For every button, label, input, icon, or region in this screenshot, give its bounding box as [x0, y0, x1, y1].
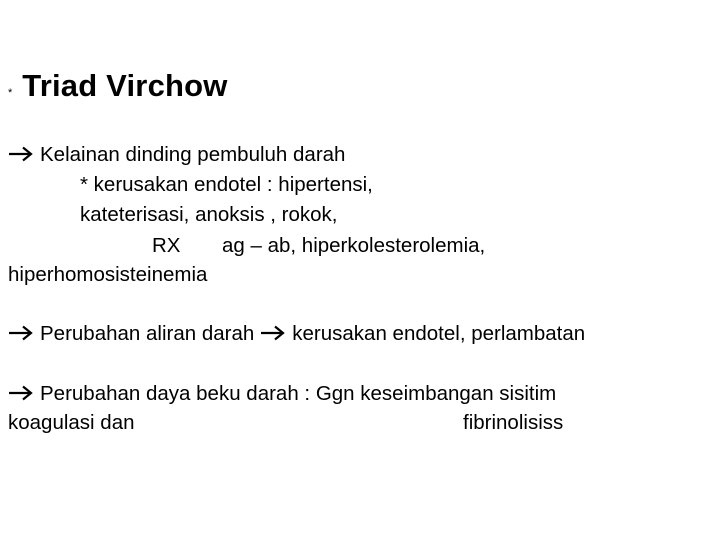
item1-line4b: ag – ab, hiperkolesterolemia,	[222, 234, 486, 257]
title-text: Triad Virchow	[22, 68, 228, 103]
item3-line2a: koagulasi dan	[8, 411, 135, 434]
item2-part2: kerusakan endotel, perlambatan	[292, 322, 586, 345]
item1-line5: hiperhomosisteinemia	[8, 263, 208, 286]
item1-line3: kateterisasi, anoksis , rokok,	[80, 203, 338, 226]
item1-line2: * kerusakan endotel : hipertensi,	[80, 173, 373, 196]
item3-line1	[8, 384, 556, 405]
item3-line1-text: Perubahan daya beku darah : Ggn keseimbangan sisitim	[40, 382, 557, 405]
slide-title	[8, 68, 228, 104]
right-arrow-icon	[260, 324, 286, 342]
right-arrow-icon	[8, 384, 34, 402]
item1-heading-line	[8, 145, 345, 166]
item3-line2b: fibrinolisiss	[463, 411, 564, 434]
right-arrow-icon	[8, 324, 34, 342]
title-bullet: *	[8, 87, 13, 99]
item1-line4a: RX	[152, 234, 181, 257]
item2-line	[8, 324, 585, 345]
item2-part1: Perubahan aliran darah	[40, 322, 255, 345]
item1-heading: Kelainan dinding pembuluh darah	[40, 143, 346, 166]
right-arrow-icon	[8, 145, 34, 163]
